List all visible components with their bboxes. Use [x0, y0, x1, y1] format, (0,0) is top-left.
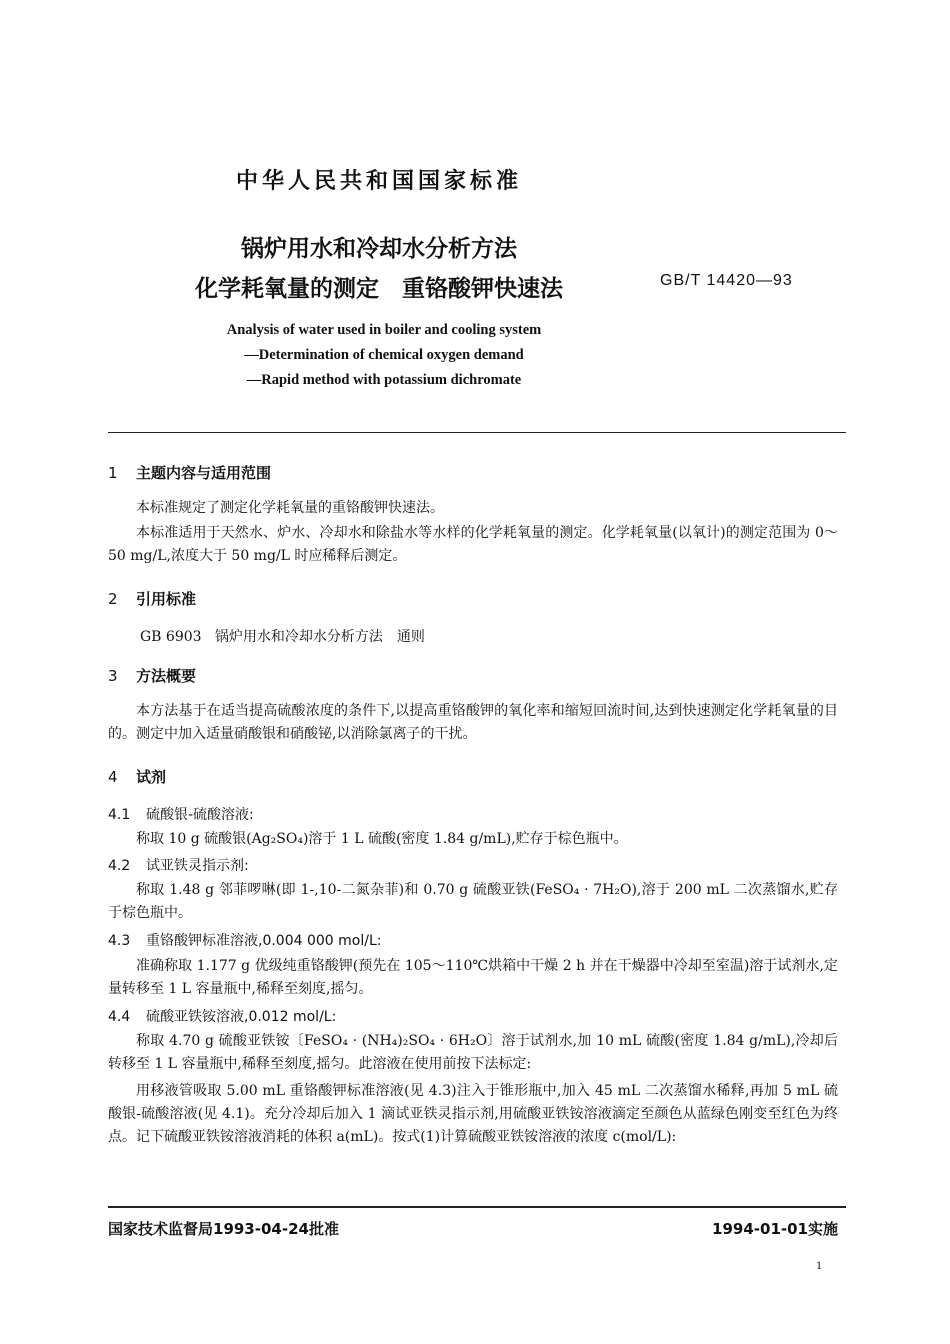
section-3-title: 方法概要: [136, 667, 197, 685]
section-3-paragraph: 本方法基于在适当提高硫酸浓度的条件下,以提高重铬酸钾的氧化率和缩短回流时间,达到快速测定化学耗氧量的目的。测定中加入适量硝酸银和硝酸铋,以消除氯离子的干扰。: [108, 703, 838, 742]
footer-divider: [108, 1206, 846, 1208]
section-1-number: 1: [108, 464, 118, 482]
approval-statement: 国家技术监督局1993-04-24批准: [108, 1220, 339, 1238]
subsection-4-1-title: 硫酸银-硫酸溶液:: [146, 807, 254, 823]
section-2-title: 引用标准: [136, 590, 197, 608]
subsection-4-4-procedure: 用移液管吸取 5.00 mL 重铬酸钾标准溶液(见 4.3)注入于锥形瓶中,加入 45 mL 二次蒸馏水稀释,再加 5 mL 硫酸银-硫酸溶液(见 4.1)。充分冷却后加入 1 滴试亚铁灵指示剂,用硫酸亚铁铵溶液滴定至颜色从蓝绿色刚变至红色为终点。记下硫酸亚铁铵溶液消耗的体积 a(mL)。按式(1)计算硫酸亚铁铵溶液的浓度 c(mol/L):: [108, 1083, 838, 1145]
section-4-title: 试剂: [136, 768, 167, 786]
document-title-line2: 化学耗氧量的测定 重铬酸钾快速法: [195, 276, 563, 302]
section-1-heading: [108, 462, 271, 483]
reference-standard: [140, 626, 425, 646]
section-4-heading: [108, 766, 166, 787]
section-3-heading: [108, 665, 196, 686]
subsection-4-3-title: 重铬酸钾标准溶液,0.004 000 mol/L:: [146, 933, 382, 949]
section-1-title: 主题内容与适用范围: [136, 464, 272, 482]
english-title-line3: —Rapid method with potassium dichromate: [246, 372, 522, 388]
english-title-line2: —Determination of chemical oxygen demand: [244, 347, 524, 363]
document-title-line1: 锅炉用水和冷却水分析方法: [241, 236, 517, 262]
section-4-number: 4: [108, 768, 118, 786]
section-3-number: 3: [108, 667, 118, 685]
subsection-4-4-heading: [108, 1006, 336, 1026]
subsection-4-3-heading: [108, 930, 381, 950]
reference-title: 锅炉用水和冷却水分析方法 通则: [214, 629, 425, 645]
subsection-4-4-title: 硫酸亚铁铵溶液,0.012 mol/L:: [146, 1009, 337, 1025]
header-divider: [108, 432, 846, 433]
page-number: 1: [816, 1258, 822, 1272]
country-standard-heading: 中华人民共和国国家标准: [235, 169, 522, 194]
effective-date: 1994-01-01实施: [712, 1220, 838, 1238]
section-1-paragraph-1: 本标准规定了测定化学耗氧量的重铬酸钾快速法。: [136, 500, 444, 516]
subsection-4-3-number: 4.3: [108, 933, 131, 949]
subsection-4-4-text: 称取 4.70 g 硫酸亚铁铵〔FeSO₄ · (NH₄)₂SO₄ · 6H₂O〕溶于试剂水,加 10 mL 硫酸(密度 1.84 g/mL),冷却后转移至 1 L 容量瓶中,稀释至刻度,摇匀。此溶液在使用前按下法标定:: [108, 1033, 838, 1072]
subsection-4-2-number: 4.2: [108, 858, 131, 874]
section-2-number: 2: [108, 590, 118, 608]
subsection-4-1-text: 称取 10 g 硫酸银(Ag₂SO₄)溶于 1 L 硫酸(密度 1.84 g/mL),贮存于棕色瓶中。: [136, 831, 628, 847]
subsection-4-3-text: 准确称取 1.177 g 优级纯重铬酸钾(预先在 105～110℃烘箱中干燥 2 h 并在干燥器中冷却至室温)溶于试剂水,定量转移至 1 L 容量瓶中,稀释至刻度,摇匀。: [108, 958, 838, 997]
subsection-4-2-text: 称取 1.48 g 邻菲啰啉(即 1-,10-二氮杂菲)和 0.70 g 硫酸亚铁(FeSO₄ · 7H₂O),溶于 200 mL 二次蒸馏水,贮存于棕色瓶中。: [108, 882, 838, 921]
subsection-4-1-number: 4.1: [108, 807, 131, 823]
section-2-heading: [108, 588, 196, 609]
subsection-4-2-title: 试亚铁灵指示剂:: [146, 858, 249, 874]
section-1-paragraph-2: 本标准适用于天然水、炉水、冷却水和除盐水等水样的化学耗氧量的测定。化学耗氧量(以氧计)的测定范围为 0～50 mg/L,浓度大于 50 mg/L 时应稀释后测定。: [108, 525, 838, 564]
subsection-4-4-number: 4.4: [108, 1009, 131, 1025]
standard-number: GB/T 14420—93: [660, 272, 793, 289]
reference-code: GB 6903: [140, 629, 202, 645]
subsection-4-2-heading: [108, 855, 249, 875]
subsection-4-1-heading: [108, 804, 254, 824]
english-title-line1: Analysis of water used in boiler and cooling system: [226, 322, 542, 338]
